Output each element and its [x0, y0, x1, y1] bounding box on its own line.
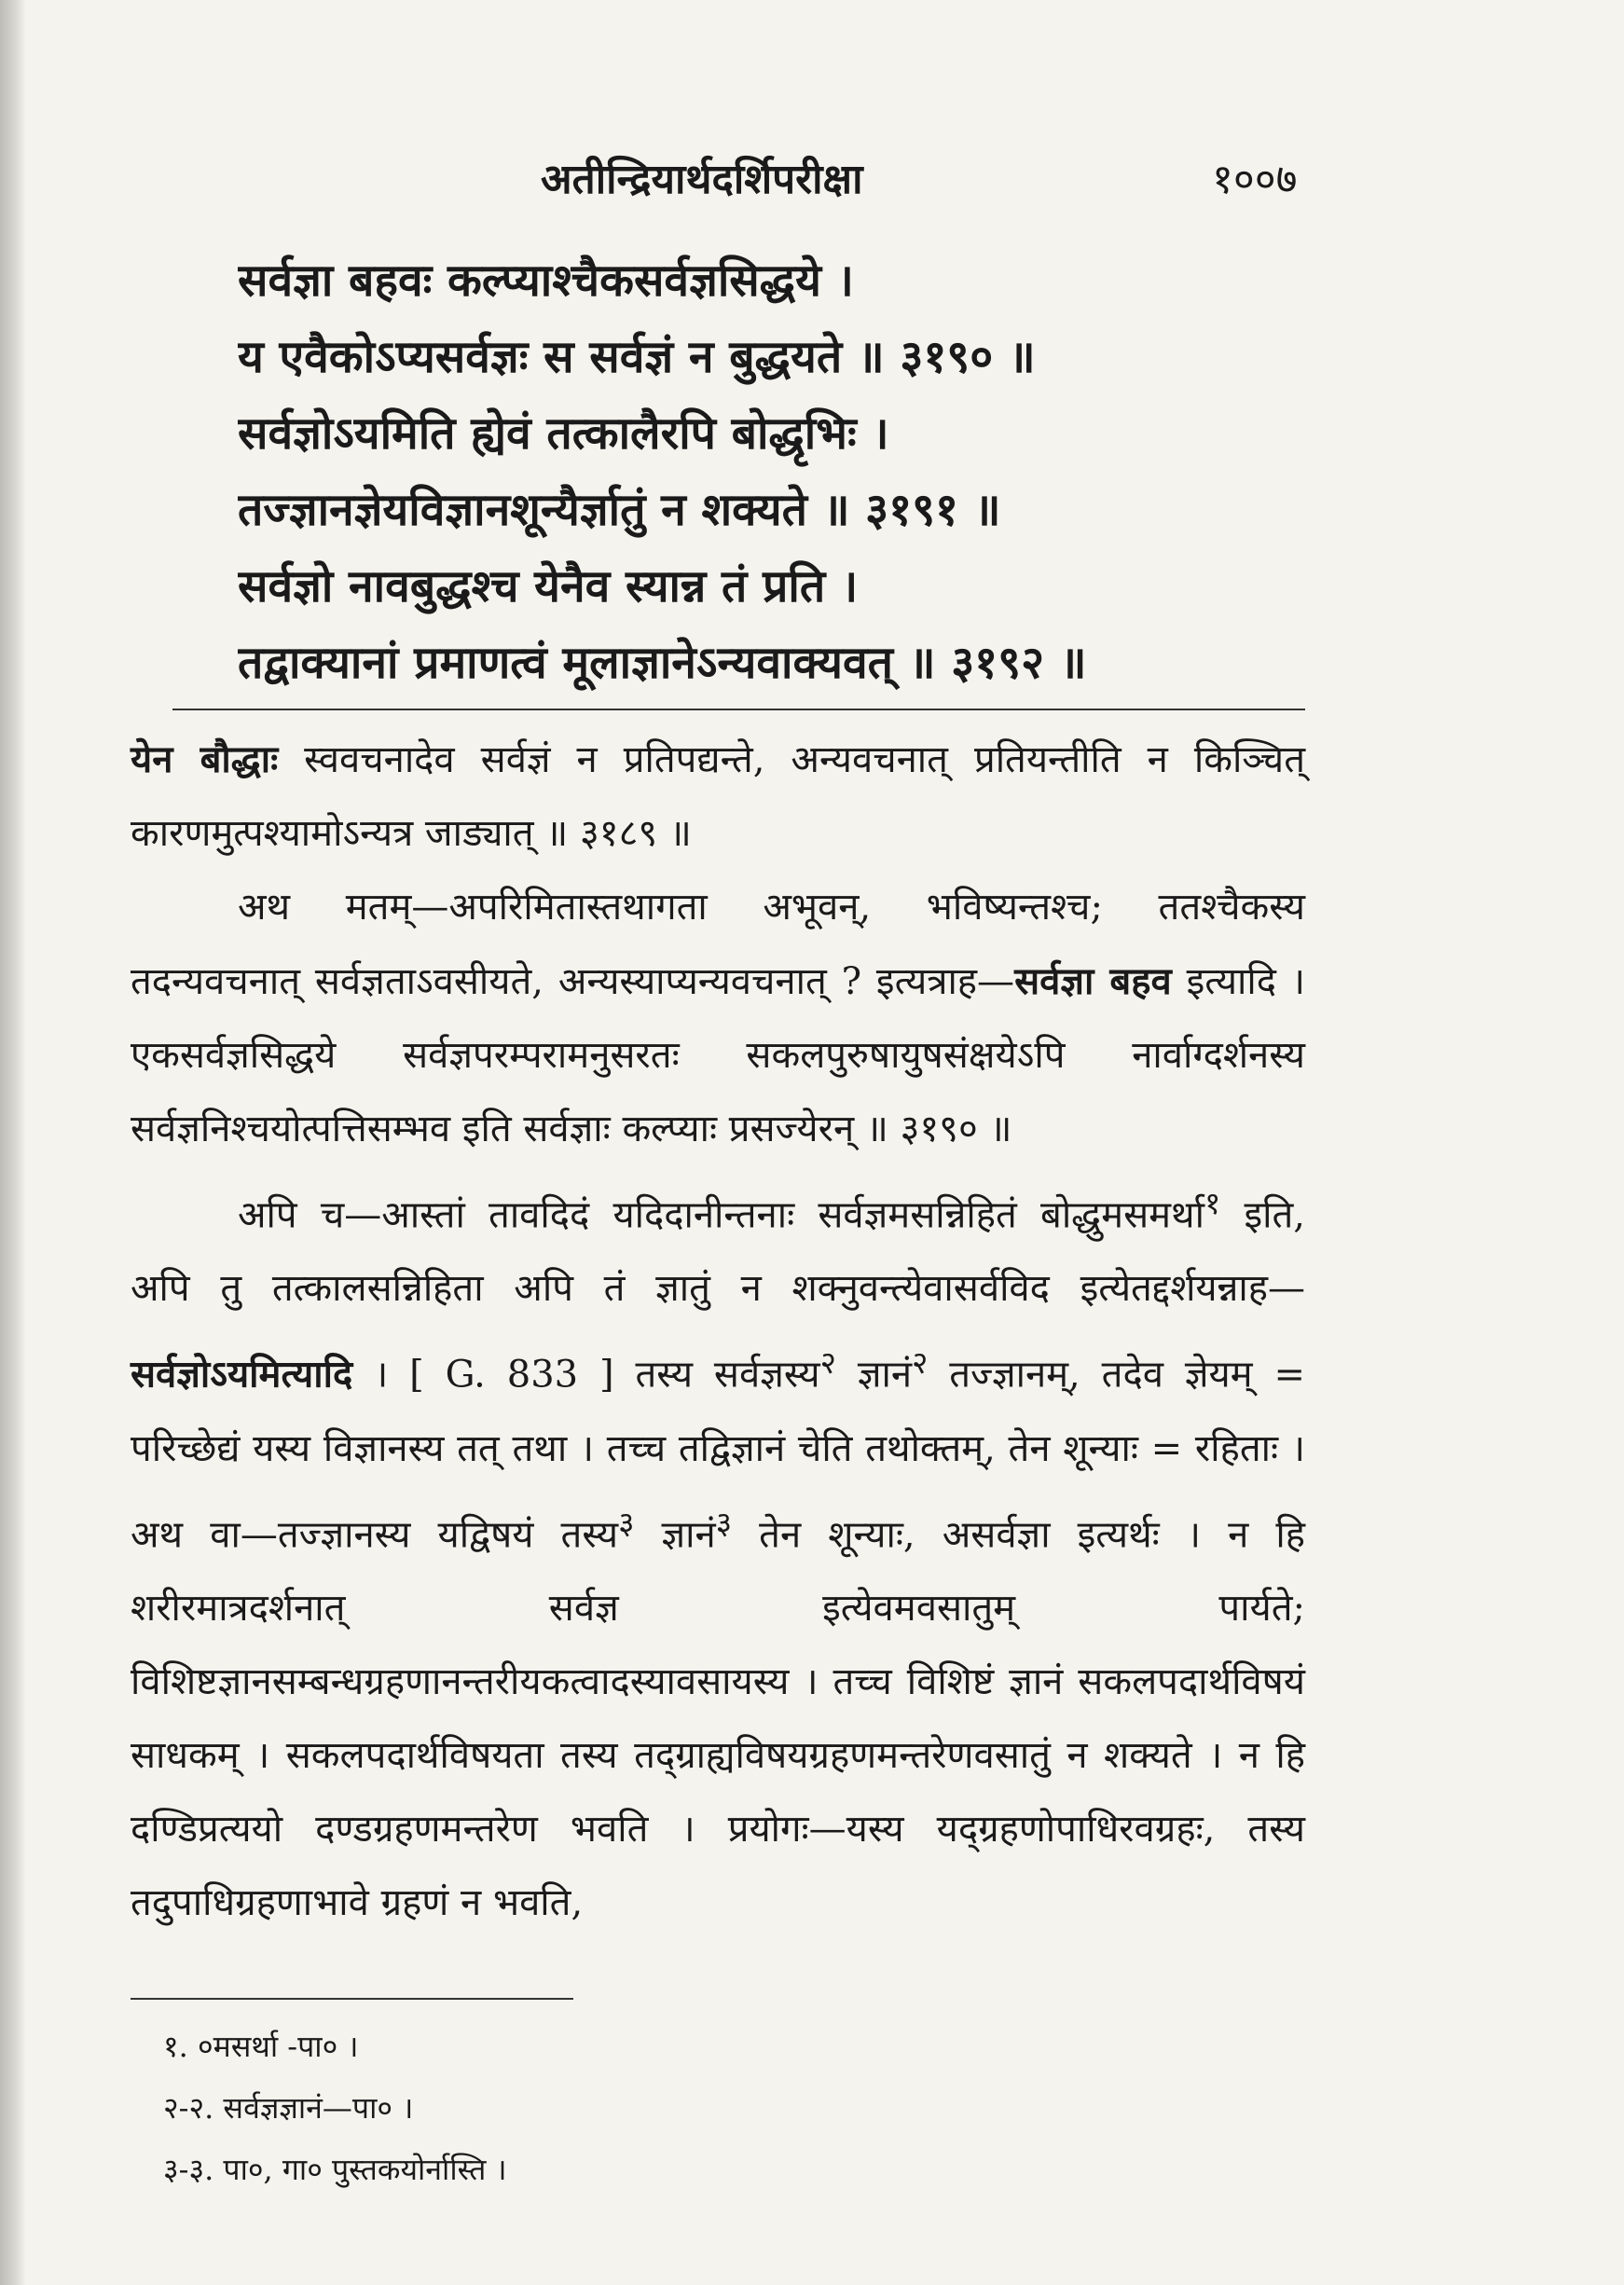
footnote: १. ०मसर्था -पा० । — [163, 2029, 359, 2064]
footnote: ३-३. पा०, गा० पुस्तकयोर्नास्ति । — [163, 2152, 507, 2187]
verse-line: तज्ज्ञानज्ञेयविज्ञानशून्यैर्ज्ञातुं न शक्यते ॥ ३१९१ ॥ — [238, 484, 1001, 536]
footnote-marker[interactable]: १ — [1204, 1185, 1221, 1221]
commentary-text: ज्ञानं — [835, 1353, 913, 1397]
page-number: १००७ — [1212, 156, 1298, 203]
footnote-marker[interactable]: २ — [912, 1344, 929, 1382]
footnotes — [163, 2016, 1002, 2200]
commentary-text: । [ G. 833 ] तस्य सर्वज्ञस्य — [352, 1353, 820, 1397]
verse-line: तद्वाक्यानां प्रमाणत्वं मूलाज्ञानेऽन्यवाक्यवत् ॥ ३१९२ ॥ — [238, 637, 1087, 689]
commentary — [131, 723, 1305, 1940]
footnote-marker[interactable]: २ — [819, 1344, 836, 1382]
footnote-marker[interactable]: ३ — [618, 1504, 635, 1541]
commentary-paragraph-1 — [131, 723, 1305, 871]
commentary-text: अपि च—आस्तां तावदिदं यदिदानीन्तनाः सर्वज्ञमसन्निहितं बोद्धुमसमर्था — [238, 1193, 1204, 1237]
commentary-lemma: येन बौद्धाः — [131, 737, 279, 781]
verse-line: सर्वज्ञो नावबुद्धश्च येनैव स्यान्न तं प्रति । — [238, 560, 859, 613]
commentary-text: अथ मतम्—अपरिमितास्तथागता अभूवन्, भविष्यन्तश्च; ततश्चैकस्य तदन्यवचनात् सर्वज्ञताऽवसीयते, अन्यस्याप्यन्यवचनात् ? इत्यत्राह— — [131, 886, 1305, 1003]
commentary-text: ज्ञानं — [634, 1512, 716, 1556]
verse-block — [238, 242, 1291, 701]
footnote: २-२. सर्वज्ञज्ञानं—पा० । — [163, 2090, 414, 2126]
verse-line: य एवैकोऽप्यसर्वज्ञः स सर्वज्ञं न बुद्धयते ॥ ३१९० ॥ — [238, 331, 1036, 383]
footnote-divider — [131, 1998, 573, 2000]
commentary-text: तेन शून्याः, असर्वज्ञा इत्यर्थः । न हि शरीरमात्रदर्शनात् सर्वज्ञ इत्येवमवसातुम् पार्यते; विशिष्टज्ञानसम्बन्धग्रहणानन्तरीयकत्वादस्यावसायस्य । तच्च विशिष्टं ज्ञानं सकलपदार्थविषयं साधकम् । सकलपदार्थविषयता तस्य तद्ग्राह्यविषयग्रहणमन्तरेणवसातुं न शक्यते । न हि दण्डिप्रत्ययो दण्डग्रहणमन्तरेण भवति । प्रयोगः—यस्य यद्ग्रहणोपाधिरवग्रहः, तस्य तदुपाधिग्रहणाभावे ग्रहणं न भवति, — [131, 1512, 1305, 1924]
commentary-text: इति, अपि तु तत्कालसन्निहिता अपि तं ज्ञातुं न शक्नुवन्त्येवासर्वविद इत्येतद्दर्शयन्नाह— — [131, 1193, 1306, 1311]
footnote-marker[interactable]: ३ — [715, 1504, 733, 1541]
commentary-lemma: सर्वज्ञा बहव — [1014, 959, 1172, 1003]
verse-line: सर्वज्ञा बहवः कल्प्याश्चैकसर्वज्ञसिद्धये । — [238, 255, 854, 307]
verse-divider — [172, 709, 1305, 710]
commentary-text: इत्यादि । एकसर्वज्ञसिद्धये सर्वज्ञपरम्परामनुसरतः सकलपुरुषायुषसंक्षयेऽपि नार्वाग्दर्शनस्य सर्वज्ञनिश्चयोत्पत्तिसम्भव इति सर्वज्ञाः कल्प्याः प्रसज्येरन् ॥ ३१९० ॥ — [131, 960, 1306, 1150]
verse-line: सर्वज्ञोऽयमिति ह्येवं तत्कालैरपि बोद्धृभिः । — [238, 407, 889, 460]
commentary-text: तज्ज्ञानम्, तदेव ज्ञेयम् = परिच्छेद्यं यस्य विज्ञानस्य तत् तथा । तच्च तद्विज्ञानं चेति तथोक्तम्, तेन शून्याः = रहिताः । अथ वा—तज्ज्ञानस्य यद्विषयं तस्य — [131, 1353, 1305, 1556]
commentary-text: स्ववचनादेव सर्वज्ञं न प्रतिपद्यन्ते, अन्यवचनात् प्रतियन्तीति न किञ्चित् कारणमुत्पश्यामोऽन्यत्र जाड्यात् ॥ ३१८९ ॥ — [131, 738, 1305, 855]
running-title: अतीन्द्रियार्थदर्शिपरीक्षा — [541, 156, 863, 203]
commentary-lemma: सर्वज्ञोऽयमित्यादि — [131, 1352, 353, 1397]
commentary-paragraph-2 — [131, 871, 1305, 1166]
commentary-paragraph-3 — [131, 1166, 1305, 1940]
